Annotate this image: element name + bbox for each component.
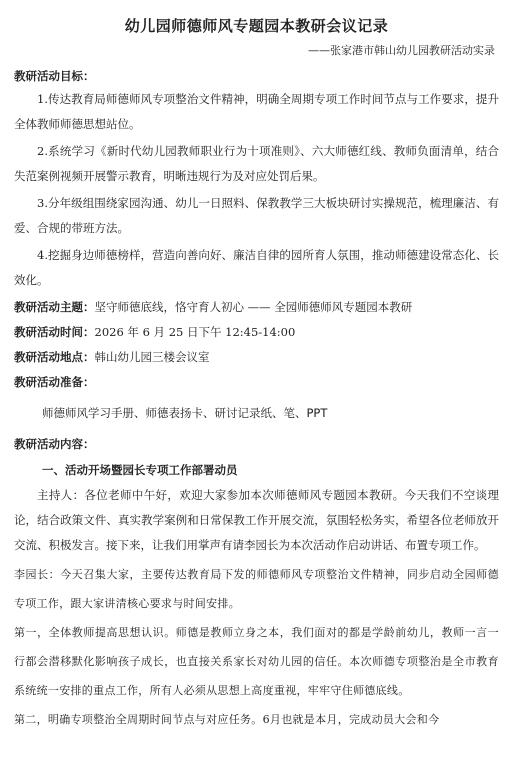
time-label: 教研活动时间： bbox=[14, 325, 95, 339]
goal-item-1: 1.传达教育局师德师风专项整治文件精神，明确全周期专项工作时间节点与工作要求，提升全体教师师德思想站位。 bbox=[14, 92, 499, 131]
principal-point-2: 第二，明确专项整治全周期时间节点与对应任务。6月也就是本月，完成动员大会和今 bbox=[14, 713, 440, 726]
goal-item-3: 3.分年级组围绕家园沟通、幼儿一日照料、保教教学三大板块研讨实操规范，梳理廉洁、有爱、合规的带班方法。 bbox=[14, 196, 499, 235]
principal-intro: 李园长：今天召集大家，主要传达教育局下发的师德师风专项整治文件精神，同步启动全园师德专项工作，跟大家讲清核心要求与时间安排。 bbox=[14, 568, 499, 610]
document-title: 幼儿园师德师风专题园本教研会议记录 bbox=[124, 17, 389, 35]
goal-item-4: 4.挖掘身边师德榜样，营造向善向好、廉洁自律的园所育人氛围，推动师德建设常态化、长效化。 bbox=[14, 248, 499, 287]
prep-label: 教研活动准备： bbox=[14, 375, 95, 389]
section1-heading: 一、活动开场暨园长专项工作部署动员 bbox=[42, 463, 238, 477]
goal-item-2: 2.系统学习《新时代幼儿园教师职业行为十项准则》、六大师德红线、教师负面清单，结合失范案例视频开展警示教育，明晰违规行为及对应处罚后果。 bbox=[14, 144, 499, 183]
principal-point-1: 第一，全体教师提高思想认识。师德是教师立身之本，我们面对的都是学龄前幼儿，教师一言一行都会潜移默化影响孩子成长，也直接关系家长对幼儿园的信任。本次师德专项整治是全市教育系统统一安排的重点工作，所有人必须从思想上高度重视，牢牢守住师德底线。 bbox=[14, 626, 499, 697]
theme-label: 教研活动主题： bbox=[14, 300, 95, 314]
place-value: 韩山幼儿园三楼会议室 bbox=[94, 350, 210, 364]
theme-value: 坚守师德底线，恪守育人初心 —— 全园师德师风专题园本教研 bbox=[94, 300, 413, 314]
prep-value: 师德师风学习手册、师德表扬卡、研讨记录纸、笔、PPT bbox=[42, 406, 328, 420]
place-row bbox=[14, 345, 499, 370]
time-value: 2026 年 6 月 25 日下午 12:45-14:00 bbox=[94, 325, 296, 339]
document-subtitle: ——张家港市韩山幼儿园教研活动实录 bbox=[308, 44, 495, 57]
theme-row bbox=[14, 295, 499, 320]
host-paragraph: 主持人：各位老师中午好，欢迎大家参加本次师德师风专题园本教研。今天我们不空谈理论，结合政策文件、真实教学案例和日常保教工作开展交流，氛围轻松务实，希望各位老师放开交流、积极发言。接下来，让我们用掌声有请李园长为本次活动作启动讲话、布置专项工作。 bbox=[14, 488, 499, 552]
time-row bbox=[14, 320, 499, 345]
goals-heading: 教研活动目标： bbox=[14, 69, 95, 83]
place-label: 教研活动地点： bbox=[14, 350, 95, 364]
content-label: 教研活动内容： bbox=[14, 437, 95, 451]
